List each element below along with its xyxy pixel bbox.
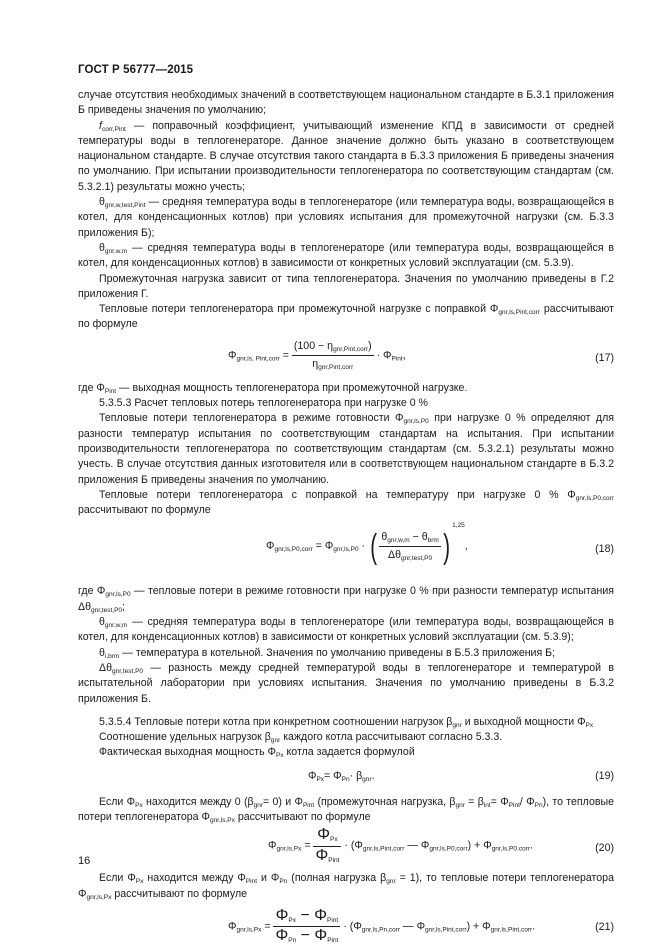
- paragraph: Промежуточная нагрузка зависит от типа теплогенератора. Значения по умолчанию приведены в Г.2 приложения Г.: [78, 272, 614, 300]
- standard-header: ГОСТ Р 56777—2015: [78, 64, 194, 76]
- paragraph-theta-test: $\theta_{gnr,w,test,Pint}$ — средняя температура воды в теплогенераторе (или температура воды, возвращающейся в котел, для конденсационных котлов) при условиях испытания для промежуточной нагрузки (см. Б.3.3 приложения Б);: [78, 196, 614, 239]
- section-heading-5-3-5-3: 5.3.5.3 Расчет тепловых потерь теплогенератора при нагрузке 0 %: [99, 397, 428, 410]
- paragraph: Тепловые потери теплогенератора при промежуточной нагрузке с поправкой $\Phi_{gnr,ls,Pint,corr}$ рассчитывают по формуле: [78, 303, 614, 331]
- document-body: [78, 88, 614, 952]
- paragraph: $\theta_{i,brm}$ — температура в котельной. Значения по умолчанию приведены в Б.5.3 приложения Б;: [99, 646, 556, 660]
- paragraph-theta-m: $\theta_{gnr,w,m}$ — средняя температура воды в теплогенераторе (или температура воды, возвращающейся в котел, для конденсационных котлов) в зависимости от конкретных условий эксплуатации (см. 5.3.9).: [78, 241, 614, 270]
- page-number: 16: [78, 855, 91, 867]
- paragraph: Если $\Phi_{Px}$ находится между 0 $(\beta_{gnr}= 0)$ и $\Phi_{Pint}$ (промежуточная нагрузка, $\beta_{gnr} = \beta_{int}= \Phi_{Pint}/$ $\Phi_{Pn}$), то тепловые потери теплогенератора $\Phi_{gnr,ls,Px}$ рассчитывают по формуле: [78, 795, 614, 824]
- equation-17: $\Phi_{gnr,ls, Pint,corr}$ = $\frac{(100 - \eta_{gnr,Pint,corr})}{\eta_{gnr,Pint,corr}}$ · $\Phi_{Pint}$, (17): [228, 339, 614, 372]
- equation-20: $\Phi_{gnr,ls,Px}$ = $\frac{\Phi_{Px}}{\Phi_{Pint}}$ · ($\Phi_{gnr,ls,Pint,corr}$ — $\Phi_{gnr,ls,P0,corr}) + \Phi_{gnr,ls,P0.corr}$. (20): [268, 826, 614, 864]
- equation-number: (17): [595, 351, 614, 364]
- equation-number: (18): [595, 543, 614, 556]
- paragraph: $\theta_{gnr,w,m}$ — средняя температура воды в теплогенераторе (или температура воды, возвращающейся в котел, для конденсационных котлов) в зависимости от конкретных условий эксплуатации (см. 5.3.9);: [78, 616, 614, 644]
- paragraph: Если $\Phi_{Px}$ находится между $\Phi_{Pint}$ и $\Phi_{Pn}$ (полная нагрузка $\beta_{gnr} = 1$), то тепловые потери теплогенератора $\Phi_{gnr,ls,Px}$ рассчитывают по формуле: [78, 872, 614, 901]
- paragraph: Тепловые потери теплогенератора с поправкой на температуру при нагрузке 0 % $\Phi_{gnr,ls,P0,corr}$ рассчитывают по формуле: [78, 488, 614, 517]
- paragraph-fcorr: $f_{corr,Pint}$ — поправочный коэффициент, учитывающий изменение КПД в зависимости от средней температуры воды в теплогенераторе. Данное значение должно быть указано в соответствующем национальном стандарте. В случае отсутствия такого стандарта в Б.3.3 приложения Б приведены значения по умолчанию. При испытании производительности теплогенератора по соответствующим стандартам (см. 5.3.2.1) результаты можно учесть;: [78, 119, 614, 193]
- paragraph: где $\Phi_{gnr,ls,P0}$ — тепловые потери в режиме готовности при нагрузке 0 % при разности температур испытания $\Delta\theta_{gnr,test,P0}$;: [78, 585, 615, 614]
- equation-number: (20): [595, 842, 614, 855]
- paragraph: где $\Phi_{Pint}$ — выходная мощность теплогенератора при промежуточной нагрузке.: [78, 381, 468, 395]
- paragraph: Фактическая выходная мощность $\Phi_{Px}$ котла задается формулой: [99, 746, 415, 760]
- equation-number: (19): [595, 769, 614, 782]
- equation-19: $\Phi_{Px}= \Phi_{Pn}\cdot \beta_{gnr}$. (19): [308, 769, 614, 783]
- equation-21: $\Phi_{gnr,ls,Px}$ = $\frac{\Phi_{Px} - \Phi_{Pint}}{\Phi_{Pn} - \Phi_{Pint}}$ · ($\Phi_{gnr,ls,Pn,corr}$ — $\Phi_{gnr,ls,Pint,corr}) + \Phi_{gnr,ls,Pint,corr}$. (21): [228, 906, 614, 945]
- equation-18: $\Phi_{gnr,ls,P0,corr} = \Phi_{gnr,ls,P0}$ · ( $\frac{\theta_{gnr,w,m} - \theta_{brm}}{\Delta\theta_{gnr,test,P0}}$ )$^{1,25}$, (18): [266, 522, 614, 566]
- paragraph: Соотношение удельных нагрузок $\beta_{gnr}$ каждого котла рассчитывают согласно 5.3.3.: [99, 731, 503, 745]
- section-heading-5-3-5-4: 5.3.5.4 Тепловые потери котла при конкретном соотношении нагрузок $\beta_{gnr}$ и выходной мощности $\Phi_{Px}$: [99, 715, 594, 729]
- paragraph: $\Delta\theta_{gnr,test,P0}$ — разность между средней температурой воды в теплогенераторе и температурой в испытательной лаборатории при условиях испытания. Значения по умолчанию приведены в Б.3.2 приложения Б.: [78, 661, 614, 705]
- paragraph: случае отсутствия необходимых значений в соответствующем национальном стандарте в Б.3.1 приложения Б приведены значения по умолчанию;: [78, 89, 614, 117]
- paragraph: Тепловые потери теплогенератора в режиме готовности $\Phi_{gnr,ls,P0}$ при нагрузке 0 % определяют для разности температур испытания по соответствующим стандартам на испытания. При испытании производительности теплогенератора по соответствующим стандартам (см. 5.3.2.1) результаты можно учесть. В случае отсутствия данных изготовителя или в соответствующем национальном стандарте в Б.3.2 приложения Б приведены значения по умолчанию.: [78, 412, 614, 486]
- equation-number: (21): [595, 920, 614, 933]
